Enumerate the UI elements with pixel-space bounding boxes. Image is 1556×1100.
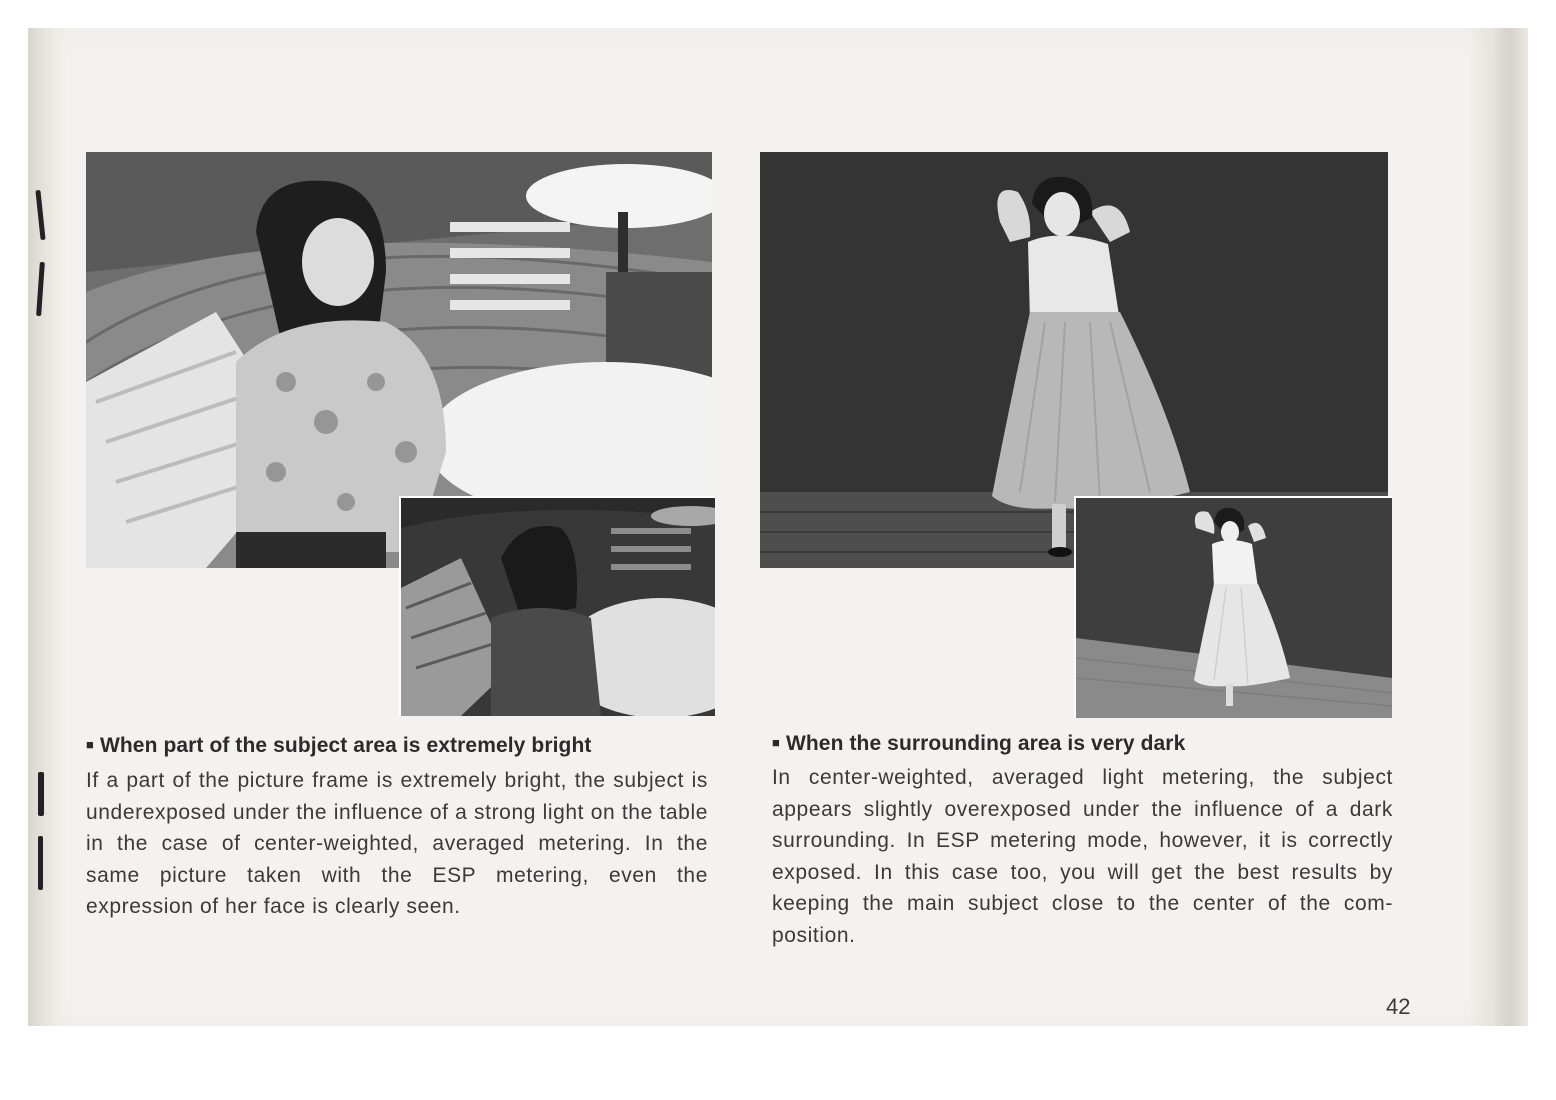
left-section-heading (86, 734, 591, 758)
bullet-icon: ■ (772, 735, 780, 750)
right-section-body: In center-weighted, averaged light metering, the subject appears slightly overexposed under the influence of a dark surrounding. In ESP metering mode, however, it is correctly exposed. In this case too, you will get the best results by keeping the main subject close to the center of the com-position. (772, 766, 1393, 947)
page-gutter-right (1468, 28, 1528, 1026)
right-section-heading (772, 732, 1185, 756)
dark-surround-photo-esp-inset (1074, 496, 1392, 718)
edge-mark (38, 836, 43, 890)
right-heading-text: When the surrounding area is very dark (785, 732, 1186, 755)
bright-table-photo-esp-inset (399, 496, 715, 716)
page-number: 42 (1386, 994, 1411, 1019)
left-heading-text: When part of the subject area is extremely bright (99, 734, 592, 757)
page-gutter-left (28, 28, 68, 1026)
left-section-body: If a part of the picture frame is extremely bright, the subject is underexposed under the influence of a strong light on the table in the case of center-weighted, averaged metering. In the same picture taken with the ESP metering, even the expression of her face is clearly seen. (86, 769, 708, 918)
bullet-icon: ■ (86, 737, 94, 752)
edge-mark (38, 772, 44, 816)
